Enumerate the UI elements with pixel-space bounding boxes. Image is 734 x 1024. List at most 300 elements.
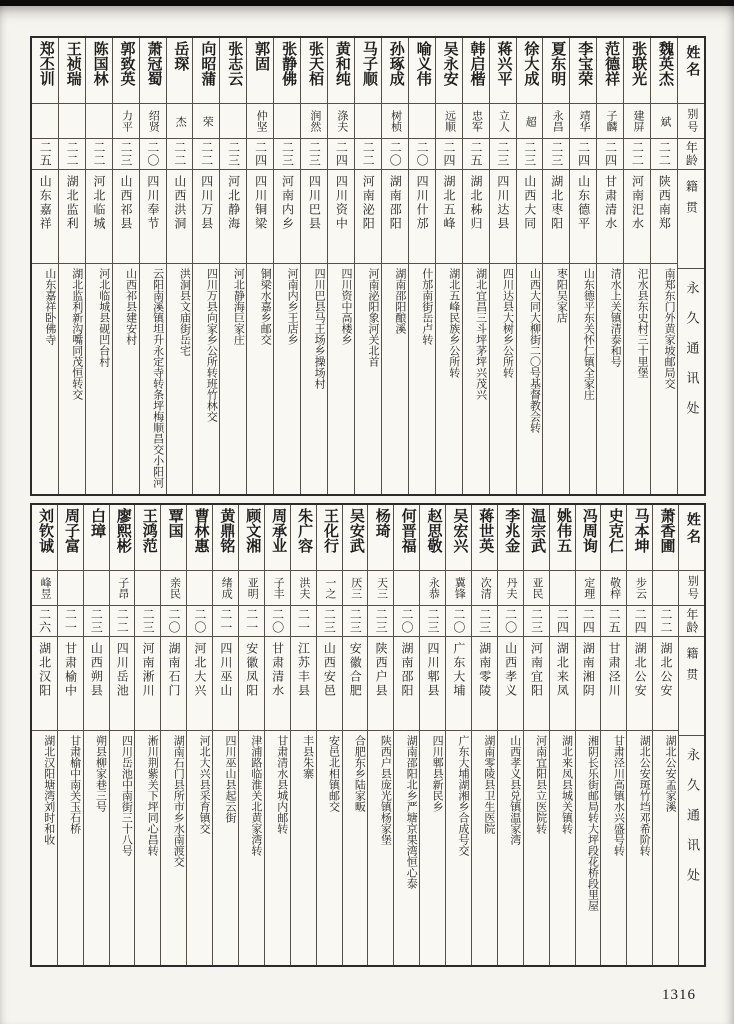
person-native bbox=[167, 170, 193, 264]
person-name-text: 蒋兴平 bbox=[495, 41, 512, 86]
person-name-text: 黄鼎铭 bbox=[218, 508, 235, 553]
person-age bbox=[409, 139, 435, 170]
person-native-text: 四川巴县 bbox=[307, 175, 322, 231]
person-alias bbox=[627, 571, 652, 606]
person-name bbox=[32, 38, 58, 104]
person-native-text: 四川巫山 bbox=[218, 642, 233, 698]
person-column bbox=[290, 505, 316, 965]
person-native-text: 甘肃清水 bbox=[270, 642, 285, 698]
person-age-text: 二〇 bbox=[388, 141, 403, 167]
person-age bbox=[32, 139, 58, 170]
person-address-text: 湖南零陵县卫生医院 bbox=[482, 735, 495, 834]
person-native bbox=[86, 170, 112, 264]
person-alias bbox=[570, 104, 596, 139]
person-address bbox=[291, 731, 316, 965]
person-alias-text: 子昂 bbox=[116, 577, 129, 599]
person-name-text: 周子富 bbox=[63, 508, 80, 553]
person-name bbox=[651, 38, 677, 104]
person-native-text: 河南宜阳 bbox=[529, 642, 544, 698]
person-native bbox=[436, 170, 462, 264]
person-age-text: 二三 bbox=[348, 608, 363, 634]
person-name-text: 杨琦 bbox=[373, 508, 390, 538]
person-native bbox=[651, 170, 677, 264]
person-name-text: 夏东明 bbox=[549, 41, 566, 86]
person-address bbox=[113, 264, 139, 494]
person-column bbox=[32, 38, 58, 494]
person-age-text: 二四 bbox=[603, 141, 618, 167]
person-native bbox=[498, 637, 523, 731]
person-alias bbox=[58, 571, 83, 606]
person-alias bbox=[317, 571, 342, 606]
person-address-text: 津浦路临淮关北黄家湾转 bbox=[249, 735, 262, 856]
person-address bbox=[627, 731, 652, 965]
person-column bbox=[596, 38, 623, 494]
person-native bbox=[328, 170, 354, 264]
person-name-text: 马本坤 bbox=[632, 508, 649, 553]
person-column bbox=[489, 38, 516, 494]
person-age bbox=[58, 606, 83, 637]
person-column bbox=[408, 38, 435, 494]
person-column bbox=[600, 505, 626, 965]
person-name-text: 张志云 bbox=[226, 41, 243, 86]
person-alias bbox=[653, 571, 678, 606]
person-column bbox=[273, 38, 300, 494]
person-name bbox=[140, 38, 166, 104]
person-age bbox=[601, 606, 626, 637]
person-native-text: 河南汜水 bbox=[630, 175, 645, 231]
person-name-text: 郑丕训 bbox=[37, 41, 54, 86]
person-native-text: 河北临城 bbox=[92, 175, 107, 231]
person-name bbox=[110, 505, 135, 571]
person-address-text: 四川郫县新民乡 bbox=[431, 735, 444, 812]
person-alias-text: 洪夫 bbox=[297, 577, 310, 599]
person-age bbox=[498, 606, 523, 637]
person-age-text: 二〇 bbox=[400, 608, 415, 634]
person-name-text: 吴安武 bbox=[347, 508, 364, 553]
person-age-text: 二二 bbox=[92, 141, 107, 167]
person-address-text: 南郑东门外黄家坡邮局交 bbox=[663, 268, 676, 389]
person-age-text: 二四 bbox=[633, 608, 648, 634]
person-address bbox=[409, 264, 435, 494]
person-native bbox=[368, 637, 393, 731]
person-name bbox=[167, 38, 193, 104]
person-age bbox=[220, 139, 246, 170]
person-name bbox=[161, 505, 186, 571]
person-native-text: 山东嘉祥 bbox=[38, 175, 53, 231]
person-address-text: 四川岳池中南街三十八号 bbox=[120, 735, 133, 856]
person-name bbox=[524, 505, 549, 571]
person-age-text: 二三 bbox=[141, 608, 156, 634]
person-column bbox=[626, 505, 652, 965]
person-address bbox=[86, 264, 112, 494]
person-alias bbox=[239, 571, 264, 606]
person-name bbox=[550, 505, 575, 571]
person-name-text: 喻义伟 bbox=[414, 41, 431, 86]
header-alias bbox=[679, 571, 704, 606]
person-alias bbox=[59, 104, 85, 139]
person-address bbox=[543, 264, 569, 494]
person-address-text: 合肥东乡陆家畈 bbox=[353, 735, 366, 812]
person-alias bbox=[110, 571, 135, 606]
person-native bbox=[140, 170, 166, 264]
person-alias bbox=[601, 571, 626, 606]
person-alias bbox=[113, 104, 139, 139]
person-age-text: 二〇 bbox=[192, 608, 207, 634]
person-alias bbox=[368, 571, 393, 606]
person-age-text: 二一 bbox=[218, 608, 233, 634]
person-address-text: 山东嘉祥卧佛寺 bbox=[43, 268, 56, 345]
person-column bbox=[367, 505, 393, 965]
person-age bbox=[274, 139, 300, 170]
person-alias-text: 杰 bbox=[174, 115, 187, 127]
person-native bbox=[394, 637, 419, 731]
person-name bbox=[317, 505, 342, 571]
person-address bbox=[161, 731, 186, 965]
person-native-text: 甘肃清水 bbox=[603, 175, 618, 231]
person-address-text: 山西祁县建安村 bbox=[124, 268, 137, 345]
person-alias-text: 靖华 bbox=[578, 110, 591, 132]
header-alias bbox=[678, 104, 704, 139]
person-address bbox=[84, 731, 109, 965]
person-name-text: 徐大成 bbox=[522, 41, 539, 86]
person-alias-text: 忠军 bbox=[470, 110, 483, 132]
person-age bbox=[524, 606, 549, 637]
person-name-text: 孙琢成 bbox=[387, 41, 404, 86]
person-age-text: 二〇 bbox=[167, 608, 182, 634]
person-age-text: 二三 bbox=[307, 141, 322, 167]
person-name bbox=[490, 38, 516, 104]
person-name bbox=[59, 38, 85, 104]
person-name bbox=[247, 38, 273, 104]
person-address-text: 安邑北相镇邮交 bbox=[327, 735, 340, 812]
person-column bbox=[58, 38, 85, 494]
person-alias bbox=[247, 104, 273, 139]
person-age-text: 二〇 bbox=[270, 608, 285, 634]
person-address bbox=[343, 731, 368, 965]
person-age bbox=[213, 606, 238, 637]
person-address bbox=[490, 264, 516, 494]
person-address bbox=[32, 264, 58, 494]
person-age-text: 二四 bbox=[576, 141, 591, 167]
header-address bbox=[678, 269, 704, 494]
person-name bbox=[382, 38, 408, 104]
person-name-text: 朱广容 bbox=[296, 508, 313, 553]
person-age-text: 二二 bbox=[65, 141, 80, 167]
person-name-text: 魏英杰 bbox=[656, 41, 673, 86]
person-alias bbox=[187, 571, 212, 606]
person-name-text: 姚伟五 bbox=[554, 508, 571, 553]
person-age-text: 二〇 bbox=[145, 141, 160, 167]
person-age bbox=[446, 606, 471, 637]
person-address-text: 陕西户县庞光镇杨家堡 bbox=[379, 735, 392, 845]
person-name-text: 韩启楷 bbox=[468, 41, 485, 86]
person-column bbox=[462, 38, 489, 494]
person-column bbox=[160, 505, 186, 965]
person-address bbox=[355, 264, 381, 494]
person-name bbox=[472, 505, 497, 571]
person-native bbox=[446, 637, 471, 731]
person-alias-text: 涤夫 bbox=[335, 110, 348, 132]
person-alias bbox=[472, 571, 497, 606]
person-name bbox=[597, 38, 623, 104]
person-alias-text: 绍贤 bbox=[147, 110, 160, 132]
person-column bbox=[569, 38, 596, 494]
person-age-text: 二三 bbox=[280, 141, 295, 167]
person-native bbox=[135, 637, 160, 731]
person-age bbox=[110, 606, 135, 637]
person-native bbox=[247, 170, 273, 264]
person-column bbox=[134, 505, 160, 965]
person-column bbox=[212, 505, 238, 965]
person-native-text: 湖南邵阳 bbox=[400, 642, 415, 698]
person-native-text: 四川奉节 bbox=[145, 175, 160, 231]
person-name bbox=[213, 505, 238, 571]
person-address-text: 湖北来凤县城关镇转 bbox=[560, 735, 573, 834]
person-alias bbox=[140, 104, 166, 139]
person-native-text: 陕西南郑 bbox=[657, 175, 672, 231]
person-native-text: 河北静海 bbox=[226, 175, 241, 231]
person-address-text: 山西孝义县兑镇温家湾 bbox=[508, 735, 521, 845]
person-native-text: 湖南石门 bbox=[167, 642, 182, 698]
person-address-text: 洪洞县文庙街岳宅 bbox=[178, 268, 191, 356]
person-column bbox=[549, 505, 575, 965]
person-name-text: 向昭蒲 bbox=[199, 41, 216, 86]
person-age bbox=[382, 139, 408, 170]
header-address-text: 永久通讯处 bbox=[684, 281, 700, 431]
person-name bbox=[220, 38, 246, 104]
header-native-text: 籍贯 bbox=[684, 647, 699, 689]
person-address bbox=[550, 731, 575, 965]
person-age bbox=[86, 139, 112, 170]
person-address-text: 河北临城县砚凹台村 bbox=[97, 268, 110, 367]
person-name-text: 何晋福 bbox=[399, 508, 416, 553]
person-name-text: 吴永安 bbox=[441, 41, 458, 86]
person-alias-text: 润然 bbox=[308, 110, 321, 132]
roster-table-top bbox=[30, 36, 706, 496]
person-age-text: 二三 bbox=[226, 141, 241, 167]
person-name bbox=[355, 38, 381, 104]
person-address bbox=[301, 264, 327, 494]
person-native bbox=[517, 170, 543, 264]
person-address-text: 甘肃清水县城内邮转 bbox=[275, 735, 288, 834]
person-name-text: 吴宏兴 bbox=[451, 508, 468, 553]
person-alias bbox=[624, 104, 650, 139]
person-address-text: 朔县柳家巷三号 bbox=[94, 735, 107, 812]
person-native bbox=[472, 637, 497, 731]
person-alias bbox=[86, 104, 112, 139]
person-native bbox=[291, 637, 316, 731]
person-column bbox=[652, 505, 678, 965]
person-age bbox=[161, 606, 186, 637]
person-column bbox=[393, 505, 419, 965]
person-age-text: 二二 bbox=[361, 141, 376, 167]
person-alias-text: 远顺 bbox=[443, 110, 456, 132]
roster-table-bottom bbox=[30, 503, 706, 967]
person-age-text: 二二 bbox=[657, 141, 672, 167]
person-name bbox=[394, 505, 419, 571]
person-name bbox=[328, 38, 354, 104]
scan-edge-artifact bbox=[0, 0, 734, 6]
person-alias bbox=[220, 104, 246, 139]
person-address-text: 清水上关镇清泰和号 bbox=[609, 268, 622, 367]
person-column bbox=[166, 38, 193, 494]
person-native bbox=[32, 170, 58, 264]
person-native-text: 河南泌阳 bbox=[361, 175, 376, 231]
person-alias bbox=[32, 104, 58, 139]
person-name bbox=[601, 505, 626, 571]
person-column bbox=[264, 505, 290, 965]
person-age-text: 二一 bbox=[63, 608, 78, 634]
person-native-text: 湖南零陵 bbox=[477, 642, 492, 698]
person-alias-text: 次清 bbox=[479, 577, 492, 599]
person-column bbox=[542, 38, 569, 494]
person-address-text: 四川巫山县起云街 bbox=[223, 735, 236, 823]
person-column bbox=[516, 38, 543, 494]
person-native-text: 河南内乡 bbox=[280, 175, 295, 231]
person-native-text: 山东德平 bbox=[576, 175, 591, 231]
person-name bbox=[291, 505, 316, 571]
person-age-text: 二五 bbox=[607, 608, 622, 634]
person-age-text: 二三 bbox=[322, 608, 337, 634]
person-column bbox=[523, 505, 549, 965]
person-address-text: 湘阴长乐街邮局转大坪段花桥段里屋 bbox=[586, 735, 599, 911]
person-name bbox=[84, 505, 109, 571]
person-address bbox=[193, 264, 219, 494]
person-alias bbox=[597, 104, 623, 139]
roster-tables bbox=[30, 36, 706, 967]
person-name-text: 蒋世英 bbox=[477, 508, 494, 553]
person-name bbox=[543, 38, 569, 104]
person-native bbox=[274, 170, 300, 264]
person-age-text: 二三 bbox=[425, 608, 440, 634]
person-age-text: 二二 bbox=[172, 141, 187, 167]
person-alias-text: 丹夫 bbox=[505, 577, 518, 599]
person-native-text: 湖南邵阳 bbox=[388, 175, 403, 231]
person-address bbox=[265, 731, 290, 965]
person-address bbox=[570, 264, 596, 494]
person-address-text: 云阳南溪镇坦升永定寺转条坪梅顺昌交小阳河 bbox=[151, 268, 164, 488]
person-native bbox=[576, 637, 601, 731]
person-alias-text: 亲民 bbox=[168, 577, 181, 599]
person-native-text: 湖北监利 bbox=[65, 175, 80, 231]
person-native bbox=[58, 637, 83, 731]
person-age-text: 二五 bbox=[468, 141, 483, 167]
person-alias bbox=[382, 104, 408, 139]
person-age bbox=[517, 139, 543, 170]
person-name-text: 马子顺 bbox=[360, 41, 377, 86]
person-address-text: 湖北监利新沟嘴同茂恒转交 bbox=[70, 268, 83, 400]
person-address-text: 丰县朱寨 bbox=[301, 735, 314, 779]
person-age bbox=[187, 606, 212, 637]
person-age-text: 二四 bbox=[442, 141, 457, 167]
person-native-text: 河北大兴 bbox=[192, 642, 207, 698]
person-native-text: 四川资中 bbox=[334, 175, 349, 231]
person-name bbox=[343, 505, 368, 571]
person-age-text: 二三 bbox=[522, 141, 537, 167]
person-native-text: 湖北公安 bbox=[658, 642, 673, 698]
person-name bbox=[187, 505, 212, 571]
person-age bbox=[651, 139, 677, 170]
person-native bbox=[317, 637, 342, 731]
person-age bbox=[550, 606, 575, 637]
person-age-text: 二三 bbox=[118, 141, 133, 167]
person-native-text: 山西大同 bbox=[522, 175, 537, 231]
header-column bbox=[677, 38, 704, 494]
person-age-text: 二三 bbox=[549, 141, 564, 167]
person-native bbox=[570, 170, 596, 264]
person-name-text: 史克仁 bbox=[606, 508, 623, 553]
person-age-text: 二二 bbox=[630, 141, 645, 167]
person-name-text: 覃国 bbox=[166, 508, 183, 538]
person-alias-text: 峰昱 bbox=[39, 577, 52, 599]
person-alias-text: 亚民 bbox=[530, 577, 543, 599]
header-alias-text: 别号 bbox=[686, 575, 699, 601]
person-age-text: 二六 bbox=[37, 608, 52, 634]
person-address bbox=[368, 731, 393, 965]
person-address-text: 河南内乡王店乡 bbox=[286, 268, 299, 345]
person-name-text: 周承业 bbox=[270, 508, 287, 553]
person-native-text: 甘肃泾川 bbox=[607, 642, 622, 698]
person-column bbox=[139, 38, 166, 494]
header-age-text: 年龄 bbox=[684, 608, 699, 634]
person-alias bbox=[446, 571, 471, 606]
person-column bbox=[238, 505, 264, 965]
person-address bbox=[110, 731, 135, 965]
person-age bbox=[597, 139, 623, 170]
person-age-text: 二四 bbox=[581, 608, 596, 634]
header-address-text: 永久通讯处 bbox=[684, 748, 700, 898]
person-age bbox=[627, 606, 652, 637]
person-column bbox=[327, 38, 354, 494]
person-name-text: 萧香圃 bbox=[658, 508, 675, 553]
person-address-text: 广东大埔湖湘乡合成号交 bbox=[456, 735, 469, 856]
person-alias-text: 力平 bbox=[120, 110, 133, 132]
header-alias-text: 别号 bbox=[685, 108, 698, 134]
person-name-text: 王鸿范 bbox=[140, 508, 157, 553]
person-age bbox=[135, 606, 160, 637]
person-age bbox=[355, 139, 381, 170]
person-native-text: 湖北公安 bbox=[633, 642, 648, 698]
person-alias bbox=[651, 104, 677, 139]
person-native bbox=[187, 637, 212, 731]
header-name bbox=[678, 38, 704, 104]
person-age bbox=[301, 139, 327, 170]
person-address bbox=[317, 731, 342, 965]
person-address-text: 河南宜阳县立医院转 bbox=[534, 735, 547, 834]
person-column bbox=[300, 38, 327, 494]
person-address-text: 汜水县东史村三十里堡 bbox=[636, 268, 649, 378]
person-name-text: 廖熙彬 bbox=[114, 508, 131, 553]
person-age-text: 二〇 bbox=[503, 608, 518, 634]
person-name-text: 黄和纯 bbox=[333, 41, 350, 86]
person-address bbox=[653, 731, 678, 965]
person-column bbox=[623, 38, 650, 494]
person-age bbox=[265, 606, 290, 637]
person-address bbox=[382, 264, 408, 494]
person-name-text: 李兆金 bbox=[503, 508, 520, 553]
person-address bbox=[446, 731, 471, 965]
person-native-text: 四川铜梁 bbox=[253, 175, 268, 231]
person-name bbox=[627, 505, 652, 571]
person-alias-text: 超 bbox=[524, 115, 537, 127]
person-address bbox=[220, 264, 246, 494]
person-age-text: 二一 bbox=[244, 608, 259, 634]
person-age bbox=[328, 139, 354, 170]
person-name bbox=[498, 505, 523, 571]
person-address-text: 甘肃泾川高镇水兴盛号转 bbox=[612, 735, 625, 856]
person-alias-text: 立人 bbox=[497, 110, 510, 132]
person-native bbox=[220, 170, 246, 264]
